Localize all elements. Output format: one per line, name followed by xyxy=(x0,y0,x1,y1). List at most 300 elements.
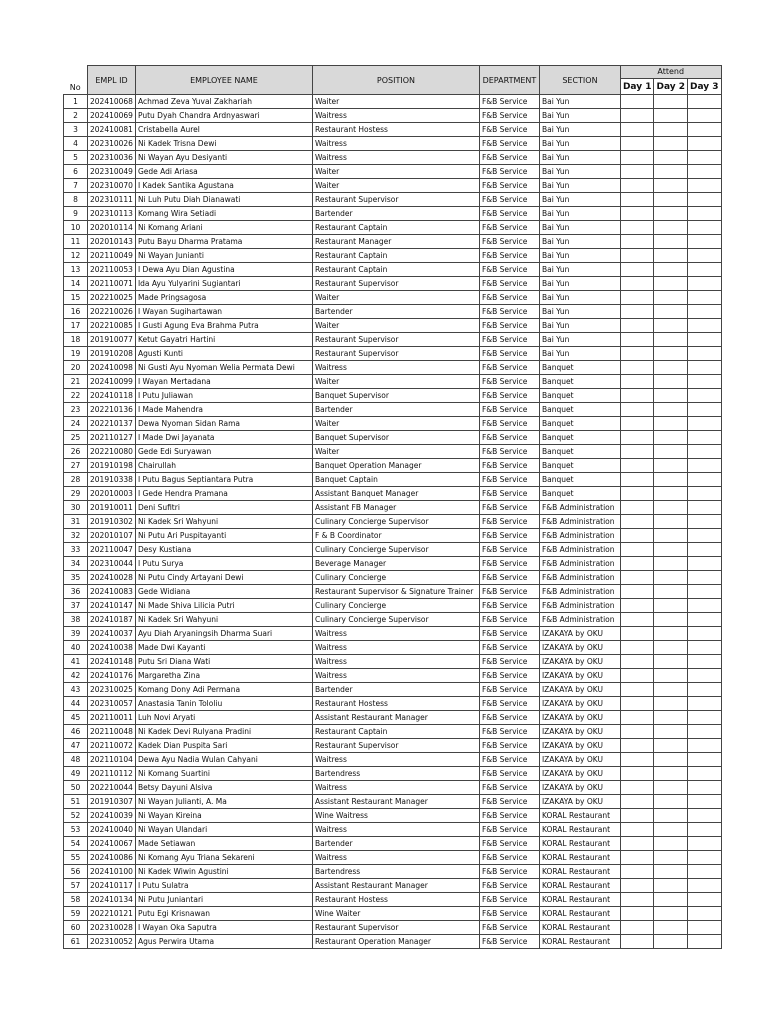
cell-attend-day-2[interactable] xyxy=(654,347,688,361)
cell-attend-day-2[interactable] xyxy=(654,697,688,711)
cell-attend-day-2[interactable] xyxy=(654,305,688,319)
cell-attend-day-3[interactable] xyxy=(688,725,722,739)
cell-attend-day-1[interactable] xyxy=(620,389,654,403)
cell-department: F&B Service xyxy=(479,753,539,767)
cell-attend-day-2[interactable] xyxy=(654,781,688,795)
cell-attend-day-2[interactable] xyxy=(654,851,688,865)
cell-position: Assistant Restaurant Manager xyxy=(312,879,479,893)
cell-attend-day-2[interactable] xyxy=(654,165,688,179)
cell-employee-name: Ni Made Shiva Lilicia Putri xyxy=(135,599,312,613)
cell-attend-day-1[interactable] xyxy=(620,403,654,417)
cell-attend-day-3[interactable] xyxy=(688,207,722,221)
cell-attend-day-1[interactable] xyxy=(620,781,654,795)
cell-attend-day-3[interactable] xyxy=(688,851,722,865)
cell-section: Bai Yun xyxy=(539,263,620,277)
cell-employee-name: Komang Wira Setiadi xyxy=(135,207,312,221)
cell-attend-day-2[interactable] xyxy=(654,375,688,389)
cell-attend-day-1[interactable] xyxy=(620,641,654,655)
cell-no: 9 xyxy=(64,207,88,221)
cell-employee-name: Made Dwi Kayanti xyxy=(135,641,312,655)
cell-empl-id: 202310044 xyxy=(88,557,136,571)
cell-no: 45 xyxy=(64,711,88,725)
cell-empl-id: 202110011 xyxy=(88,711,136,725)
cell-attend-day-1[interactable] xyxy=(620,697,654,711)
cell-attend-day-2[interactable] xyxy=(654,207,688,221)
cell-attend-day-2[interactable] xyxy=(654,417,688,431)
cell-no: 48 xyxy=(64,753,88,767)
cell-attend-day-2[interactable] xyxy=(654,291,688,305)
cell-attend-day-3[interactable] xyxy=(688,319,722,333)
cell-attend-day-1[interactable] xyxy=(620,739,654,753)
table-row xyxy=(64,333,722,347)
cell-attend-day-3[interactable] xyxy=(688,781,722,795)
cell-employee-name: Chairullah xyxy=(135,459,312,473)
cell-department: F&B Service xyxy=(479,207,539,221)
cell-attend-day-2[interactable] xyxy=(654,837,688,851)
cell-attend-day-3[interactable] xyxy=(688,291,722,305)
cell-empl-id: 202310057 xyxy=(88,697,136,711)
cell-attend-day-3[interactable] xyxy=(688,529,722,543)
cell-attend-day-1[interactable] xyxy=(620,823,654,837)
cell-no: 51 xyxy=(64,795,88,809)
cell-attend-day-3[interactable] xyxy=(688,795,722,809)
cell-employee-name: Agus Perwira Utama xyxy=(135,935,312,949)
cell-department: F&B Service xyxy=(479,515,539,529)
cell-attend-day-1[interactable] xyxy=(620,557,654,571)
cell-attend-day-3[interactable] xyxy=(688,613,722,627)
cell-employee-name: Ni Wayan Kireina xyxy=(135,809,312,823)
cell-attend-day-3[interactable] xyxy=(688,823,722,837)
cell-attend-day-2[interactable] xyxy=(654,557,688,571)
cell-department: F&B Service xyxy=(479,319,539,333)
cell-position: Bartender xyxy=(312,403,479,417)
cell-attend-day-1[interactable] xyxy=(620,179,654,193)
cell-attend-day-1[interactable] xyxy=(620,753,654,767)
cell-empl-id: 202210136 xyxy=(88,403,136,417)
cell-department: F&B Service xyxy=(479,263,539,277)
cell-attend-day-2[interactable] xyxy=(654,921,688,935)
cell-attend-day-1[interactable] xyxy=(620,613,654,627)
cell-attend-day-3[interactable] xyxy=(688,907,722,921)
cell-no: 18 xyxy=(64,333,88,347)
cell-attend-day-3[interactable] xyxy=(688,921,722,935)
cell-attend-day-3[interactable] xyxy=(688,123,722,137)
cell-attend-day-3[interactable] xyxy=(688,571,722,585)
cell-attend-day-1[interactable] xyxy=(620,95,654,109)
cell-attend-day-1[interactable] xyxy=(620,137,654,151)
cell-attend-day-3[interactable] xyxy=(688,389,722,403)
cell-attend-day-3[interactable] xyxy=(688,585,722,599)
table-row xyxy=(64,557,722,571)
cell-attend-day-2[interactable] xyxy=(654,515,688,529)
cell-attend-day-1[interactable] xyxy=(620,347,654,361)
cell-attend-day-1[interactable] xyxy=(620,109,654,123)
cell-position: Restaurant Captain xyxy=(312,725,479,739)
cell-position: Waiter xyxy=(312,179,479,193)
cell-attend-day-1[interactable] xyxy=(620,305,654,319)
cell-attend-day-2[interactable] xyxy=(654,487,688,501)
cell-attend-day-3[interactable] xyxy=(688,809,722,823)
cell-attend-day-2[interactable] xyxy=(654,501,688,515)
cell-position: Waiter xyxy=(312,319,479,333)
cell-attend-day-2[interactable] xyxy=(654,893,688,907)
cell-attend-day-3[interactable] xyxy=(688,333,722,347)
cell-attend-day-2[interactable] xyxy=(654,641,688,655)
cell-attend-day-2[interactable] xyxy=(654,599,688,613)
cell-department: F&B Service xyxy=(479,921,539,935)
cell-attend-day-2[interactable] xyxy=(654,669,688,683)
cell-attend-day-1[interactable] xyxy=(620,221,654,235)
cell-attend-day-2[interactable] xyxy=(654,137,688,151)
cell-department: F&B Service xyxy=(479,305,539,319)
cell-employee-name: Ni Wayan Ulandari xyxy=(135,823,312,837)
cell-no: 34 xyxy=(64,557,88,571)
cell-attend-day-1[interactable] xyxy=(620,599,654,613)
cell-section: Bai Yun xyxy=(539,109,620,123)
cell-attend-day-1[interactable] xyxy=(620,459,654,473)
cell-attend-day-3[interactable] xyxy=(688,473,722,487)
cell-attend-day-3[interactable] xyxy=(688,865,722,879)
cell-attend-day-3[interactable] xyxy=(688,515,722,529)
cell-attend-day-1[interactable] xyxy=(620,809,654,823)
cell-section: Bai Yun xyxy=(539,165,620,179)
cell-empl-id: 202310028 xyxy=(88,921,136,935)
table-row xyxy=(64,781,722,795)
cell-department: F&B Service xyxy=(479,333,539,347)
cell-section: Banquet xyxy=(539,361,620,375)
cell-section: KORAL Restaurant xyxy=(539,823,620,837)
cell-position: Restaurant Manager xyxy=(312,235,479,249)
table-row xyxy=(64,543,722,557)
cell-attend-day-3[interactable] xyxy=(688,235,722,249)
cell-attend-day-3[interactable] xyxy=(688,767,722,781)
table-row xyxy=(64,599,722,613)
cell-position: Waitress xyxy=(312,641,479,655)
cell-attend-day-1[interactable] xyxy=(620,165,654,179)
cell-attend-day-3[interactable] xyxy=(688,193,722,207)
cell-attend-day-2[interactable] xyxy=(654,333,688,347)
cell-empl-id: 201910208 xyxy=(88,347,136,361)
cell-attend-day-2[interactable] xyxy=(654,907,688,921)
cell-attend-day-1[interactable] xyxy=(620,501,654,515)
cell-attend-day-1[interactable] xyxy=(620,725,654,739)
cell-attend-day-2[interactable] xyxy=(654,543,688,557)
cell-attend-day-1[interactable] xyxy=(620,319,654,333)
cell-attend-day-3[interactable] xyxy=(688,935,722,949)
cell-employee-name: Dewa Nyoman Sidan Rama xyxy=(135,417,312,431)
cell-attend-day-3[interactable] xyxy=(688,445,722,459)
header-department: DEPARTMENT xyxy=(479,66,539,95)
cell-employee-name: Luh Novi Aryati xyxy=(135,711,312,725)
cell-attend-day-3[interactable] xyxy=(688,459,722,473)
cell-attend-day-3[interactable] xyxy=(688,431,722,445)
cell-attend-day-3[interactable] xyxy=(688,837,722,851)
cell-attend-day-2[interactable] xyxy=(654,403,688,417)
cell-attend-day-2[interactable] xyxy=(654,473,688,487)
cell-attend-day-1[interactable] xyxy=(620,123,654,137)
cell-attend-day-1[interactable] xyxy=(620,865,654,879)
cell-position: Banquet Supervisor xyxy=(312,389,479,403)
cell-attend-day-3[interactable] xyxy=(688,249,722,263)
cell-empl-id: 202310070 xyxy=(88,179,136,193)
cell-attend-day-1[interactable] xyxy=(620,851,654,865)
cell-attend-day-2[interactable] xyxy=(654,221,688,235)
table-row xyxy=(64,417,722,431)
cell-empl-id: 202110071 xyxy=(88,277,136,291)
cell-attend-day-1[interactable] xyxy=(620,571,654,585)
cell-attend-day-2[interactable] xyxy=(654,809,688,823)
cell-attend-day-1[interactable] xyxy=(620,543,654,557)
cell-attend-day-2[interactable] xyxy=(654,571,688,585)
cell-attend-day-1[interactable] xyxy=(620,627,654,641)
cell-attend-day-2[interactable] xyxy=(654,431,688,445)
cell-attend-day-1[interactable] xyxy=(620,431,654,445)
cell-department: F&B Service xyxy=(479,669,539,683)
cell-attend-day-1[interactable] xyxy=(620,207,654,221)
cell-section: Bai Yun xyxy=(539,347,620,361)
cell-attend-day-2[interactable] xyxy=(654,235,688,249)
cell-attend-day-3[interactable] xyxy=(688,599,722,613)
cell-attend-day-2[interactable] xyxy=(654,613,688,627)
cell-attend-day-3[interactable] xyxy=(688,277,722,291)
cell-attend-day-3[interactable] xyxy=(688,165,722,179)
cell-attend-day-2[interactable] xyxy=(654,459,688,473)
cell-attend-day-1[interactable] xyxy=(620,711,654,725)
cell-attend-day-1[interactable] xyxy=(620,585,654,599)
cell-no: 5 xyxy=(64,151,88,165)
cell-no: 46 xyxy=(64,725,88,739)
cell-empl-id: 202010107 xyxy=(88,529,136,543)
cell-attend-day-1[interactable] xyxy=(620,445,654,459)
cell-position: Culinary Concierge xyxy=(312,599,479,613)
cell-attend-day-3[interactable] xyxy=(688,627,722,641)
cell-attend-day-3[interactable] xyxy=(688,487,722,501)
cell-empl-id: 202210025 xyxy=(88,291,136,305)
cell-employee-name: Deni Sufitri xyxy=(135,501,312,515)
cell-department: F&B Service xyxy=(479,571,539,585)
cell-attend-day-1[interactable] xyxy=(620,515,654,529)
cell-attend-day-3[interactable] xyxy=(688,641,722,655)
cell-attend-day-2[interactable] xyxy=(654,795,688,809)
cell-attend-day-3[interactable] xyxy=(688,375,722,389)
cell-attend-day-3[interactable] xyxy=(688,109,722,123)
cell-attend-day-1[interactable] xyxy=(620,473,654,487)
cell-attend-day-1[interactable] xyxy=(620,151,654,165)
header-empl-id: EMPL ID xyxy=(88,66,136,95)
cell-attend-day-2[interactable] xyxy=(654,95,688,109)
cell-attend-day-3[interactable] xyxy=(688,711,722,725)
cell-employee-name: I Wayan Sugihartawan xyxy=(135,305,312,319)
cell-no: 32 xyxy=(64,529,88,543)
cell-attend-day-3[interactable] xyxy=(688,697,722,711)
cell-employee-name: Ni Komang Ariani xyxy=(135,221,312,235)
cell-no: 33 xyxy=(64,543,88,557)
cell-empl-id: 202110112 xyxy=(88,767,136,781)
cell-department: F&B Service xyxy=(479,907,539,921)
cell-attend-day-2[interactable] xyxy=(654,739,688,753)
cell-attend-day-2[interactable] xyxy=(654,389,688,403)
cell-section: F&B Administration xyxy=(539,585,620,599)
cell-attend-day-2[interactable] xyxy=(654,683,688,697)
cell-attend-day-3[interactable] xyxy=(688,137,722,151)
cell-attend-day-2[interactable] xyxy=(654,529,688,543)
cell-attend-day-2[interactable] xyxy=(654,361,688,375)
cell-position: Restaurant Hostess xyxy=(312,697,479,711)
cell-attend-day-2[interactable] xyxy=(654,249,688,263)
cell-department: F&B Service xyxy=(479,543,539,557)
table-row xyxy=(64,221,722,235)
cell-attend-day-1[interactable] xyxy=(620,291,654,305)
cell-attend-day-2[interactable] xyxy=(654,753,688,767)
cell-attend-day-2[interactable] xyxy=(654,179,688,193)
cell-attend-day-1[interactable] xyxy=(620,277,654,291)
cell-no: 54 xyxy=(64,837,88,851)
cell-attend-day-1[interactable] xyxy=(620,193,654,207)
cell-attend-day-2[interactable] xyxy=(654,725,688,739)
cell-no: 27 xyxy=(64,459,88,473)
cell-position: Culinary Concierge Supervisor xyxy=(312,543,479,557)
cell-employee-name: Putu Sri Diana Wati xyxy=(135,655,312,669)
cell-attend-day-1[interactable] xyxy=(620,879,654,893)
cell-section: F&B Administration xyxy=(539,515,620,529)
cell-employee-name: Ketut Gayatri Hartini xyxy=(135,333,312,347)
cell-attend-day-1[interactable] xyxy=(620,669,654,683)
cell-section: Banquet xyxy=(539,473,620,487)
cell-empl-id: 201910307 xyxy=(88,795,136,809)
cell-department: F&B Service xyxy=(479,795,539,809)
cell-position: Restaurant Supervisor xyxy=(312,333,479,347)
cell-no: 35 xyxy=(64,571,88,585)
cell-employee-name: Ni Komang Suartini xyxy=(135,767,312,781)
cell-attend-day-2[interactable] xyxy=(654,585,688,599)
cell-attend-day-3[interactable] xyxy=(688,669,722,683)
cell-attend-day-1[interactable] xyxy=(620,333,654,347)
cell-attend-day-2[interactable] xyxy=(654,627,688,641)
cell-attend-day-3[interactable] xyxy=(688,361,722,375)
cell-attend-day-3[interactable] xyxy=(688,683,722,697)
cell-attend-day-1[interactable] xyxy=(620,795,654,809)
cell-department: F&B Service xyxy=(479,613,539,627)
cell-section: IZAKAYA by OKU xyxy=(539,711,620,725)
cell-employee-name: Ni Kadek Wiwin Agustini xyxy=(135,865,312,879)
cell-attend-day-3[interactable] xyxy=(688,753,722,767)
cell-attend-day-2[interactable] xyxy=(654,109,688,123)
cell-employee-name: Ni Kadek Trisna Dewi xyxy=(135,137,312,151)
cell-section: Banquet xyxy=(539,403,620,417)
cell-section: F&B Administration xyxy=(539,543,620,557)
cell-attend-day-3[interactable] xyxy=(688,893,722,907)
cell-attend-day-3[interactable] xyxy=(688,403,722,417)
cell-no: 61 xyxy=(64,935,88,949)
cell-department: F&B Service xyxy=(479,431,539,445)
cell-attend-day-3[interactable] xyxy=(688,179,722,193)
cell-attend-day-1[interactable] xyxy=(620,249,654,263)
cell-attend-day-1[interactable] xyxy=(620,487,654,501)
cell-attend-day-1[interactable] xyxy=(620,529,654,543)
table-row xyxy=(64,529,722,543)
cell-attend-day-1[interactable] xyxy=(620,375,654,389)
cell-attend-day-3[interactable] xyxy=(688,95,722,109)
cell-attend-day-1[interactable] xyxy=(620,655,654,669)
cell-empl-id: 202410086 xyxy=(88,851,136,865)
table-row xyxy=(64,851,722,865)
cell-attend-day-1[interactable] xyxy=(620,935,654,949)
cell-attend-day-1[interactable] xyxy=(620,893,654,907)
cell-attend-day-3[interactable] xyxy=(688,543,722,557)
cell-attend-day-3[interactable] xyxy=(688,221,722,235)
cell-employee-name: Cristabella Aurel xyxy=(135,123,312,137)
cell-attend-day-2[interactable] xyxy=(654,823,688,837)
cell-position: Culinary Concierge Supervisor xyxy=(312,613,479,627)
cell-attend-day-3[interactable] xyxy=(688,739,722,753)
cell-attend-day-2[interactable] xyxy=(654,767,688,781)
table-row xyxy=(64,879,722,893)
cell-attend-day-2[interactable] xyxy=(654,277,688,291)
cell-attend-day-2[interactable] xyxy=(654,319,688,333)
cell-attend-day-3[interactable] xyxy=(688,417,722,431)
cell-attend-day-2[interactable] xyxy=(654,711,688,725)
cell-employee-name: I Made Mahendra xyxy=(135,403,312,417)
cell-employee-name: I Wayan Mertadana xyxy=(135,375,312,389)
cell-attend-day-3[interactable] xyxy=(688,305,722,319)
cell-position: Waitress xyxy=(312,151,479,165)
cell-section: Banquet xyxy=(539,375,620,389)
cell-attend-day-1[interactable] xyxy=(620,235,654,249)
cell-department: F&B Service xyxy=(479,235,539,249)
cell-department: F&B Service xyxy=(479,837,539,851)
cell-attend-day-1[interactable] xyxy=(620,837,654,851)
cell-department: F&B Service xyxy=(479,739,539,753)
cell-attend-day-2[interactable] xyxy=(654,263,688,277)
cell-attend-day-3[interactable] xyxy=(688,347,722,361)
cell-section: Banquet xyxy=(539,487,620,501)
cell-attend-day-1[interactable] xyxy=(620,907,654,921)
cell-attend-day-1[interactable] xyxy=(620,361,654,375)
cell-attend-day-3[interactable] xyxy=(688,655,722,669)
cell-attend-day-3[interactable] xyxy=(688,879,722,893)
cell-attend-day-3[interactable] xyxy=(688,151,722,165)
cell-attend-day-2[interactable] xyxy=(654,879,688,893)
cell-attend-day-3[interactable] xyxy=(688,263,722,277)
cell-attend-day-3[interactable] xyxy=(688,557,722,571)
cell-department: F&B Service xyxy=(479,697,539,711)
cell-attend-day-2[interactable] xyxy=(654,655,688,669)
cell-attend-day-1[interactable] xyxy=(620,263,654,277)
cell-attend-day-2[interactable] xyxy=(654,123,688,137)
cell-no: 40 xyxy=(64,641,88,655)
cell-attend-day-1[interactable] xyxy=(620,417,654,431)
table-row xyxy=(64,277,722,291)
cell-empl-id: 202410038 xyxy=(88,641,136,655)
table-row xyxy=(64,823,722,837)
cell-section: Bai Yun xyxy=(539,291,620,305)
cell-department: F&B Service xyxy=(479,529,539,543)
cell-attend-day-3[interactable] xyxy=(688,501,722,515)
cell-section: F&B Administration xyxy=(539,529,620,543)
cell-attend-day-1[interactable] xyxy=(620,767,654,781)
cell-attend-day-1[interactable] xyxy=(620,683,654,697)
header-no: No xyxy=(64,66,88,95)
cell-attend-day-2[interactable] xyxy=(654,151,688,165)
cell-attend-day-2[interactable] xyxy=(654,865,688,879)
table-row xyxy=(64,655,722,669)
cell-position: Waitress xyxy=(312,361,479,375)
cell-attend-day-2[interactable] xyxy=(654,193,688,207)
cell-attend-day-1[interactable] xyxy=(620,921,654,935)
cell-position: Restaurant Supervisor xyxy=(312,921,479,935)
cell-attend-day-2[interactable] xyxy=(654,445,688,459)
cell-attend-day-2[interactable] xyxy=(654,935,688,949)
